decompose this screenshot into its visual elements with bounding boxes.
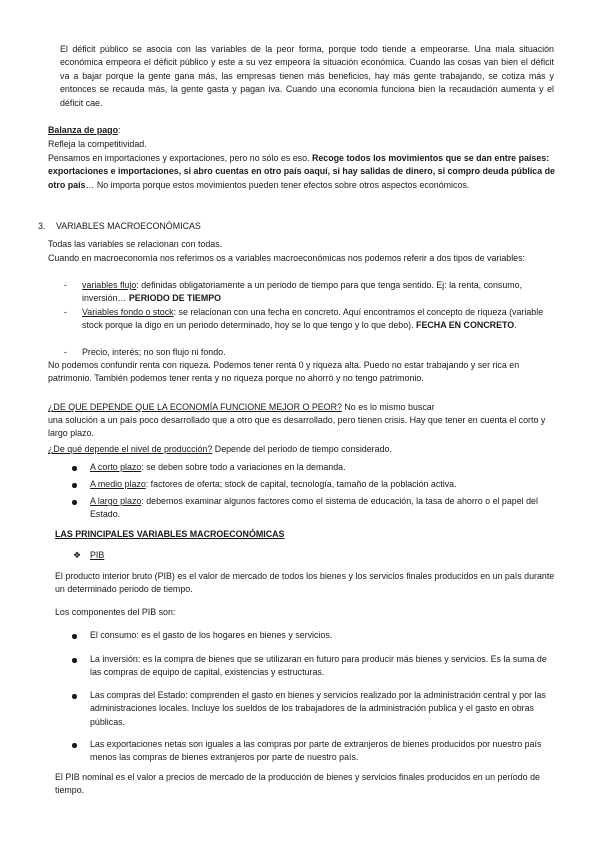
list-item-corto	[90, 461, 558, 474]
section3-title: VARIABLES MACROECONÓMICAS	[56, 221, 201, 231]
bullet-dot	[72, 483, 77, 488]
list-item-inversion: La inversión: es la compra de bienes que se utilizaran en futuro para producir más bienes y servicios. Es la suma de las compras de equipo de capital, existencias y estructuras.	[90, 654, 547, 678]
depende-q1-heading: ¿DE QUE DEPENDE QUE LA ECONOMÍA FUNCIONE MEJOR O PEOR?	[48, 402, 342, 412]
bullet-dot	[72, 634, 77, 639]
bullet-dot	[72, 694, 77, 699]
balanza-title: Balanza de pago	[48, 125, 119, 135]
depende-q1	[48, 401, 558, 414]
list-item-exportaciones: Las exportaciones netas son iguales a las compras por parte de extranjeros de bienes producidos por nuestro país menos las compras de bienes extranjeros por parte de nuestro país.	[90, 739, 542, 763]
pib-componentes: Los componentes del PIB son:	[55, 607, 176, 617]
item-text: : factores de oferta; stock de capital, tecnología, tamaño de la población activa.	[145, 479, 457, 489]
list-item-flujo	[82, 279, 558, 306]
list-item-fondo	[82, 306, 558, 333]
section3-p1: Todas las variables se relacionan con todas.	[48, 239, 223, 249]
balanza-heading	[48, 124, 558, 137]
bullet-dot	[72, 500, 77, 505]
item-text: : se deben sobre todo a variaciones en la demanda.	[141, 462, 346, 472]
balanza-paragraph	[48, 152, 558, 192]
item-lead: A largo plazo	[90, 496, 142, 506]
list-item-precio: Precio, interés; no son flujo ni fondo.	[82, 347, 226, 357]
depende-q2	[48, 443, 558, 456]
balanza-text-3: … No importa porque estos movimientos pueden tener efectos sobre otros aspectos económicos.	[85, 179, 470, 190]
balanza-line1: Refleja la competitividad.	[48, 139, 147, 149]
balanza-colon: :	[118, 125, 121, 135]
section3-p2: Cuando en macroeconomía nos referimos os a variables macroeconómicas nos podemos referir a dos tipos de variables:	[48, 253, 526, 263]
item-bold: FECHA EN CONCRETO	[416, 320, 515, 331]
section3-number: 3.	[38, 221, 46, 231]
principales-title: LAS PRINCIPALES VARIABLES MACROECONÓMICAS	[55, 529, 285, 539]
list-item-consumo: El consumo: es el gasto de los hogares en bienes y servicios.	[90, 630, 333, 640]
bullet-dot	[72, 466, 77, 471]
item-end: .	[514, 320, 517, 331]
depende-q2-rest: Depende del periodo de tiempo considerado.	[212, 444, 392, 454]
dash-marker: -	[64, 307, 67, 317]
list-item-medio	[90, 478, 558, 491]
depende-q1-line2: una solución a un país poco desarrollado que a otro que es desarrollado, pero tienen crisis. Hay que tener en cuenta el corto y largo plazo.	[48, 415, 546, 439]
item-lead: variables flujo	[82, 280, 137, 290]
item-lead: A corto plazo	[90, 462, 142, 472]
dash-marker: -	[64, 347, 67, 357]
pib-nominal: El PIB nominal es el valor a precios de mercado de la producción de bienes y servicios finales producidos en un período de tiempo.	[55, 772, 540, 796]
section3-p3: No podemos confundir renta con riqueza. Podemos tener renta 0 y riqueza alta. Puedo no estar trabajando y ser rica en patrimonio. También podemos tener renta y no riqueza porque no ahorró y no tengo patrimonio.	[48, 360, 520, 384]
item-text: : definidas obligatoriamente a un periodo de tiempo para que tenga sentido. Ej: la renta, consumo, inversión…	[82, 280, 523, 304]
pib-definition: El producto interior bruto (PIB) es el valor de mercado de todos los bienes y los servicios finales producidos en un país durante un determinado periodo de tiempo.	[55, 571, 555, 595]
item-bold: PERIODO DE TIEMPO	[128, 293, 222, 304]
balanza-text-1: Pensamos en importaciones y exportaciones, pero no sólo es eso.	[48, 153, 312, 163]
list-item-compras-estado: Las compras del Estado: comprenden el gasto en bienes y servicios realizado por la administración central y por las administraciones locales. Incluye los sueldos de los trabajadores de la administración publica y el gasto en obras públicas.	[90, 690, 546, 727]
diamond-bullet-icon: ❖	[73, 550, 81, 560]
pib-heading: PIB	[90, 550, 105, 560]
list-item-largo	[90, 495, 558, 522]
item-text: : debemos examinar algunos factores como el sistema de educación, la tasa de ahorro o el papel del Estado.	[90, 496, 538, 520]
depende-q1-rest: No es lo mismo buscar	[341, 402, 435, 412]
balanza-text-bold: Recoge todos los movimientos que se dan entre países: exportaciones e importaciones, si abro cuentas en otro país oaquí, si hay salidas de dinero, si compro deuda pública de otro país	[48, 153, 555, 190]
bullet-dot	[72, 658, 77, 663]
item-text: : se relacionan con una fecha en concreto. Aquí encontramos el concepto de riqueza (variable stock porque la digo en un periodo determinado, hoy se lo que tengo y lo que debo).	[82, 307, 544, 331]
dash-marker: -	[64, 280, 67, 290]
intro-paragraph: El déficit público se asocia con las variables de la peor forma, porque todo tiende a empeorarse. Una mala situación económica empeora el déficit público y este a su vez empeora la situación económica. Cuando las cosas van bien el déficit va a bajar porque la gente gana más, las empresas tienen más beneficios, hay más gente trabajando, se cotiza más y entonces se recauda más, la gente gasta y pagan iva. Cuando una economía funciona bien la recaudación aumenta y el déficit cae.	[60, 44, 554, 108]
item-lead: A medio plazo	[90, 479, 146, 489]
depende-q2-heading: ¿De qué depende el nivel de producción?	[48, 444, 213, 454]
bullet-dot	[72, 743, 77, 748]
item-lead: Variables fondo o stock	[82, 307, 174, 317]
